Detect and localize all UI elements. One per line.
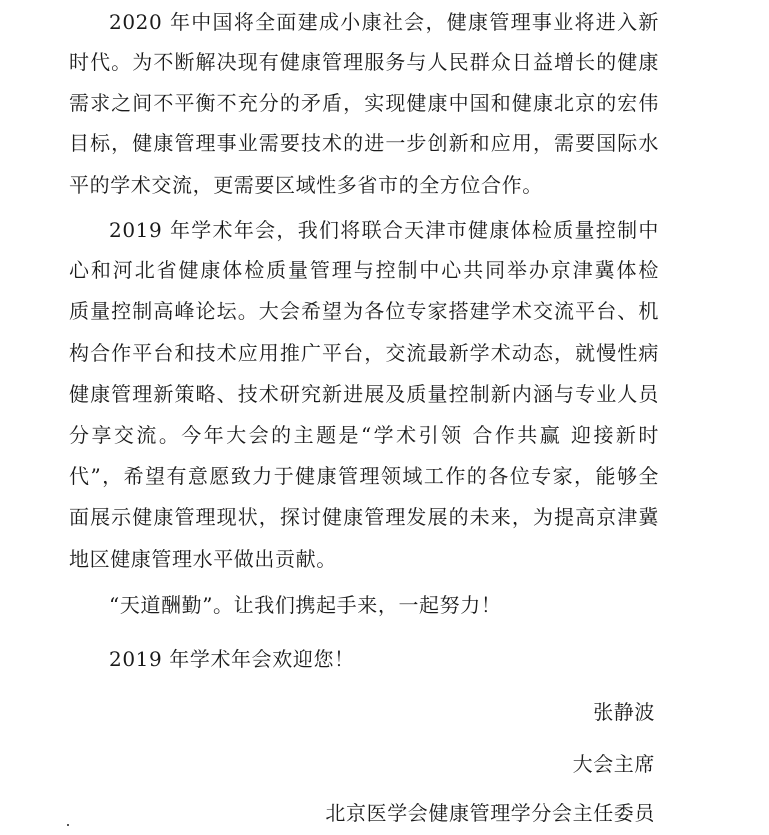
paragraph-1-line-5: 平的学术交流，更需要区域性多省市的全方位合作。 (69, 173, 543, 197)
signature-role: 大会主席 (572, 752, 655, 776)
paragraph-2-line-4: 构合作平台和技术应用推广平台，交流最新学术动态，就慢性病 (69, 341, 659, 365)
paragraph-1-line-3: 需求之间不平衡不充分的矛盾，实现健康中国和健康北京的宏伟 (69, 91, 659, 115)
signature-name: 张静波 (593, 700, 655, 724)
paragraph-2-line-1: 2019 年学术年会，我们将联合天津市健康体检质量控制中 (109, 218, 659, 242)
paragraph-1-line-4: 目标，健康管理事业需要技术的进一步创新和应用，需要国际水 (69, 131, 659, 155)
paragraph-2-line-3: 质量控制高峰论坛。大会希望为各位专家搭建学术交流平台、机 (69, 299, 659, 323)
signature-organization: 北京医学会健康管理学分会主任委员 (325, 801, 655, 825)
paragraph-2-line-9: 地区健康管理水平做出贡献。 (69, 547, 337, 571)
paragraph-2-line-2: 心和河北省健康体检质量管理与控制中心共同举办京津冀体检 (69, 258, 659, 282)
paragraph-2-line-8: 面展示健康管理现状，探讨健康管理发展的未来，为提高京津冀 (69, 505, 659, 529)
paragraph-2-line-7: 代”，希望有意愿致力于健康管理领域工作的各位专家，能够全 (69, 464, 659, 488)
paragraph-1-line-1: 2020 年中国将全面建成小康社会，健康管理事业将进入新 (109, 10, 659, 34)
paragraph-2-line-6: 分享交流。今年大会的主题是“学术引领 合作共赢 迎接新时 (69, 423, 659, 447)
paragraph-1-line-2: 时代。为不断解决现有健康管理服务与人民群众日益增长的健康 (69, 50, 659, 74)
welcome-line: 2019 年学术年会欢迎您！ (109, 647, 355, 671)
paragraph-2-line-5: 健康管理新策略、技术研究新进展及质量控制新内涵与专业人员 (69, 382, 659, 406)
closing-line: “天道酬勤”。让我们携起手来，一起努力！ (109, 593, 502, 617)
scan-mark (67, 824, 69, 826)
